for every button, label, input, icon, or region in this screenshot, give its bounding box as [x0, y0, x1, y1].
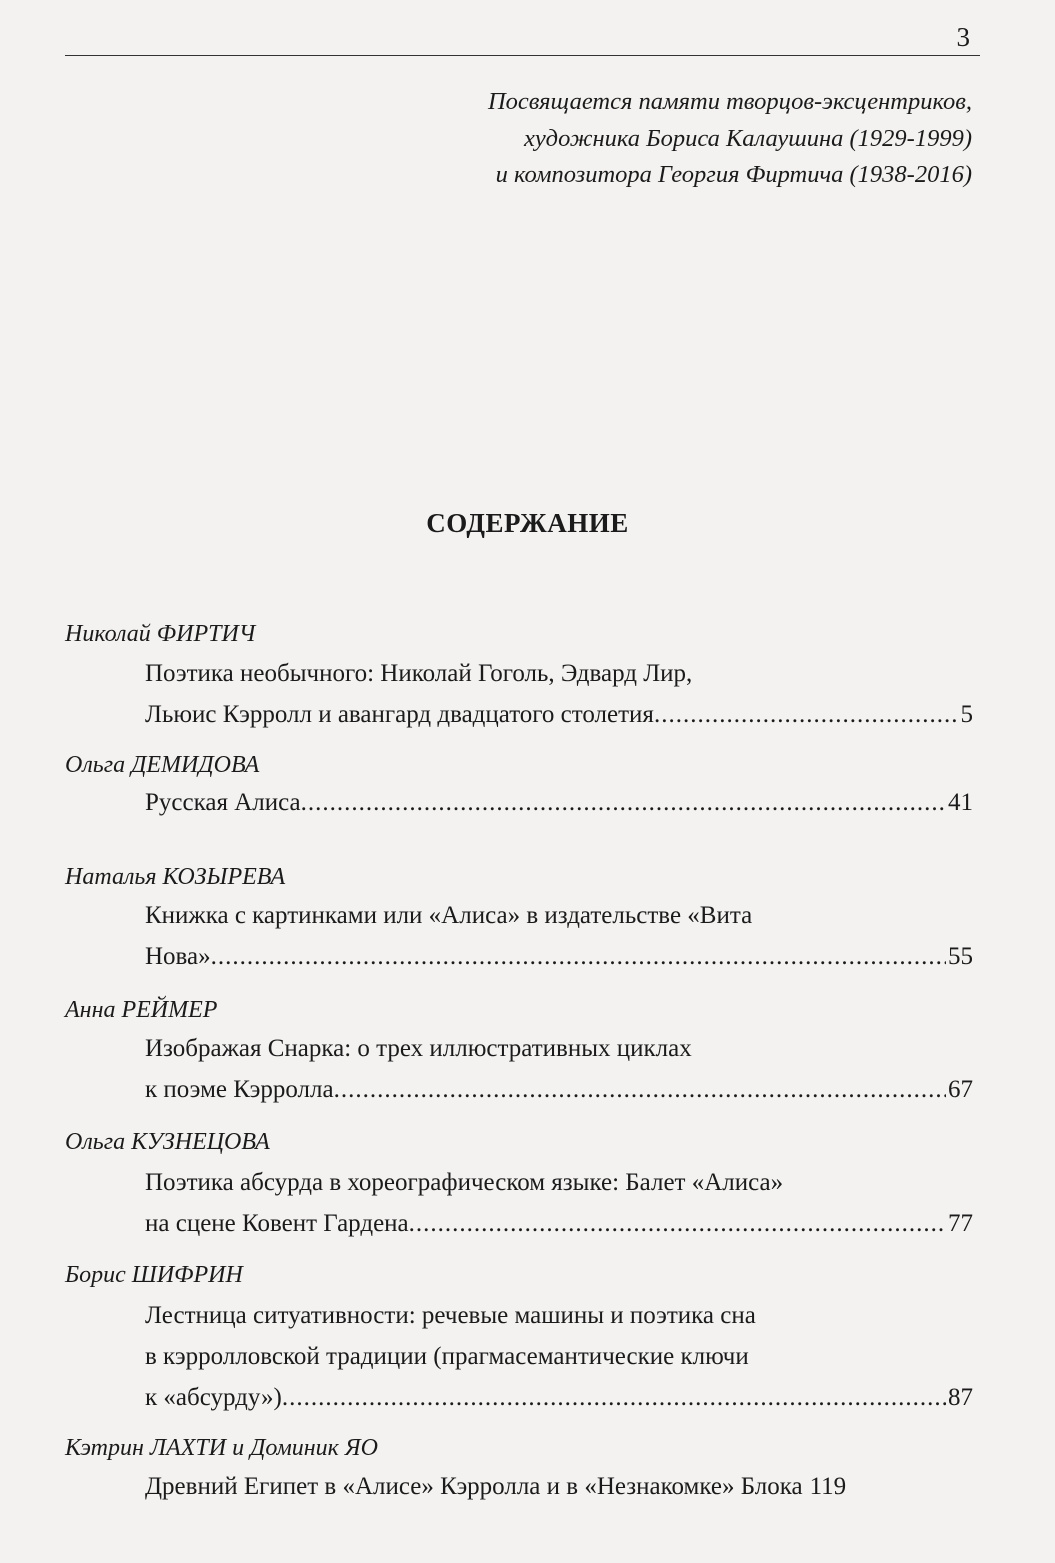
toc-entry-page-number: 5: [960, 701, 973, 728]
toc-entry-author: Николай ФИРТИЧ: [65, 621, 256, 647]
toc-entry-author: Борис ШИФРИН: [65, 1262, 243, 1288]
dot-leader: [654, 694, 959, 735]
toc-entry[interactable]: [145, 1028, 973, 1110]
dot-leader: [409, 1203, 946, 1244]
toc-entry-author: Кэтрин ЛАХТИ и Доминик ЯО: [65, 1435, 379, 1461]
toc-entry-title-last-line: на сцене Ковент Гардена: [145, 1210, 409, 1237]
toc-entry-title-last-line: Русская Алиса: [145, 789, 301, 816]
toc-entry-title-last-line: Нова»: [145, 943, 211, 970]
toc-entry[interactable]: [145, 1466, 973, 1507]
toc-title: СОДЕРЖАНИЕ: [426, 508, 629, 538]
dot-leader: [334, 1069, 946, 1110]
toc-entry[interactable]: [145, 1295, 973, 1418]
toc-entry-title-last-line: к поэме Кэрролла: [145, 1076, 334, 1103]
toc-entry-title-last-line: к «абсурду»): [145, 1384, 282, 1411]
toc-entry-title-last-line: Льюис Кэрролл и авангард двадцатого столетия: [145, 701, 654, 728]
toc-entry-page-number: 41: [948, 789, 973, 816]
dedication-line: и композитора Георгия Фиртича (1938-2016): [495, 161, 972, 188]
toc-entry-author: Ольга ДЕМИДОВА: [65, 752, 260, 778]
toc-entry-author: Ольга КУЗНЕЦОВА: [65, 1129, 270, 1155]
dedication: [360, 84, 972, 194]
toc-entry[interactable]: [145, 653, 973, 735]
dedication-line: Посвящается памяти творцов-эксцентриков,: [487, 88, 972, 115]
dot-leader: [211, 936, 946, 977]
toc-entry-author: Наталья КОЗЫРЕВА: [65, 864, 286, 890]
toc-entry-author: Анна РЕЙМЕР: [65, 997, 218, 1023]
dedication-line: художника Бориса Калаушина (1929-1999): [524, 124, 972, 152]
toc-entry[interactable]: [145, 895, 973, 977]
header-rule: [65, 55, 980, 56]
toc-entry-title-line: Лестница ситуативности: речевые машины и поэтика сна: [145, 1302, 756, 1329]
dot-leader: [282, 1377, 946, 1418]
toc-entry-title-line: Книжка с картинками или «Алиса» в издательстве «Вита: [145, 902, 753, 929]
toc-entry-title-line: в кэрролловской традиции (прагмасемантические ключи: [145, 1343, 749, 1370]
toc-entry-page-number: 119: [809, 1473, 847, 1500]
toc-entry-title-line: Поэтика необычного: Николай Гоголь, Эдвард Лир,: [145, 660, 693, 687]
toc-entry-page-number: 55: [948, 943, 973, 970]
page-number: 3: [956, 22, 970, 52]
toc-entry-title-line: Поэтика абсурда в хореографическом языке: Балет «Алиса»: [145, 1169, 784, 1196]
toc-entry[interactable]: [145, 1162, 973, 1244]
toc-entry-title-last-line: Древний Египет в «Алисе» Кэрролла и в «Незнакомке» Блока: [145, 1473, 803, 1500]
toc-entry[interactable]: [145, 782, 973, 823]
toc-entry-page-number: 87: [948, 1384, 973, 1411]
toc-entry-page-number: 67: [948, 1076, 973, 1103]
toc-entry-page-number: 77: [948, 1210, 973, 1237]
dot-leader: [301, 782, 946, 823]
toc-entry-title-line: Изображая Снарка: о трех иллюстративных циклах: [145, 1035, 692, 1062]
